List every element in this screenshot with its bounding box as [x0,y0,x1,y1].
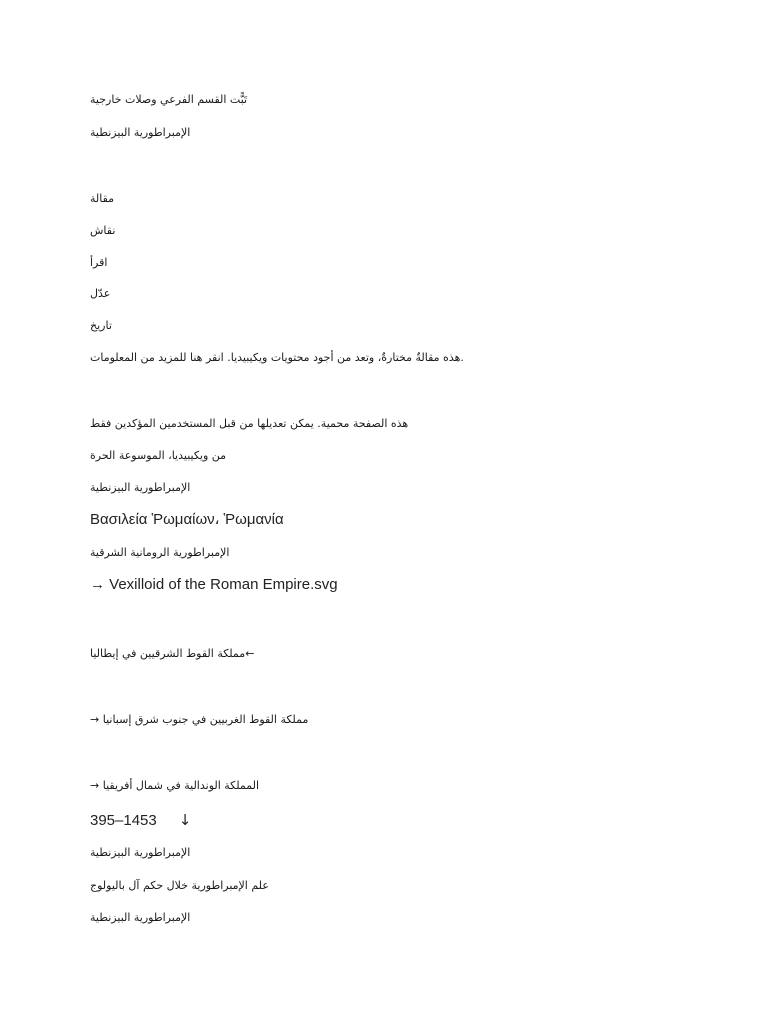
predecessor-flag-link[interactable]: → Vexilloid of the Roman Empire.svg [90,576,338,593]
infobox-title-repeat: الإمبراطورية البيزنطية [90,846,191,859]
successor-ostrogothic-link[interactable]: مملكة القوط الشرقيين في إيطاليا← [90,647,255,660]
date-range-text: 395–1453 [90,812,157,829]
successor-visigothic-link[interactable]: → مملكة القوط الغربيين في جنوب شرق إسبانيا [90,713,309,726]
protection-notice: هذه الصفحة محمية. يمكن تعديلها من قبل المستخدمين المؤكدين فقط [90,417,409,430]
tab-article[interactable]: مقالة [90,192,115,205]
alternative-name: الإمبراطورية الرومانية الشرقية [90,546,230,559]
down-arrow-icon: ↓ [178,811,192,829]
site-subtitle: من ويكيبيديا، الموسوعة الحرة [90,449,227,462]
infobox-title-footer: الإمبراطورية البيزنطية [90,911,191,924]
flag-caption: علم الإمبراطورية خلال حكم آل باليولوج [90,879,269,892]
infobox-title: الإمبراطورية البيزنطية [90,481,191,494]
tab-talk[interactable]: نقاش [90,224,116,237]
subsection-pin-note: تَبًّت القسم الفرعي وصلات خارجية [90,93,248,106]
tab-edit[interactable]: عدّل [90,287,111,300]
tab-read[interactable]: اقرأ [90,256,108,269]
date-range [90,810,191,831]
tab-history[interactable]: تاريخ [90,319,112,332]
successor-vandal-link[interactable]: → المملكة الوندالية في شمال أفريقيا [90,779,260,792]
featured-article-notice: هذه مقالةٌ مختارةٌ، وتعد من أجود محتويات ويكيبيديا. انقر هنا للمزيد من المعلومات. [90,351,464,364]
native-name: Βασιλεία Ῥωμαίων، Ῥωμανία [90,511,284,528]
page-title: الإمبراطورية البيزنطية [90,126,191,139]
